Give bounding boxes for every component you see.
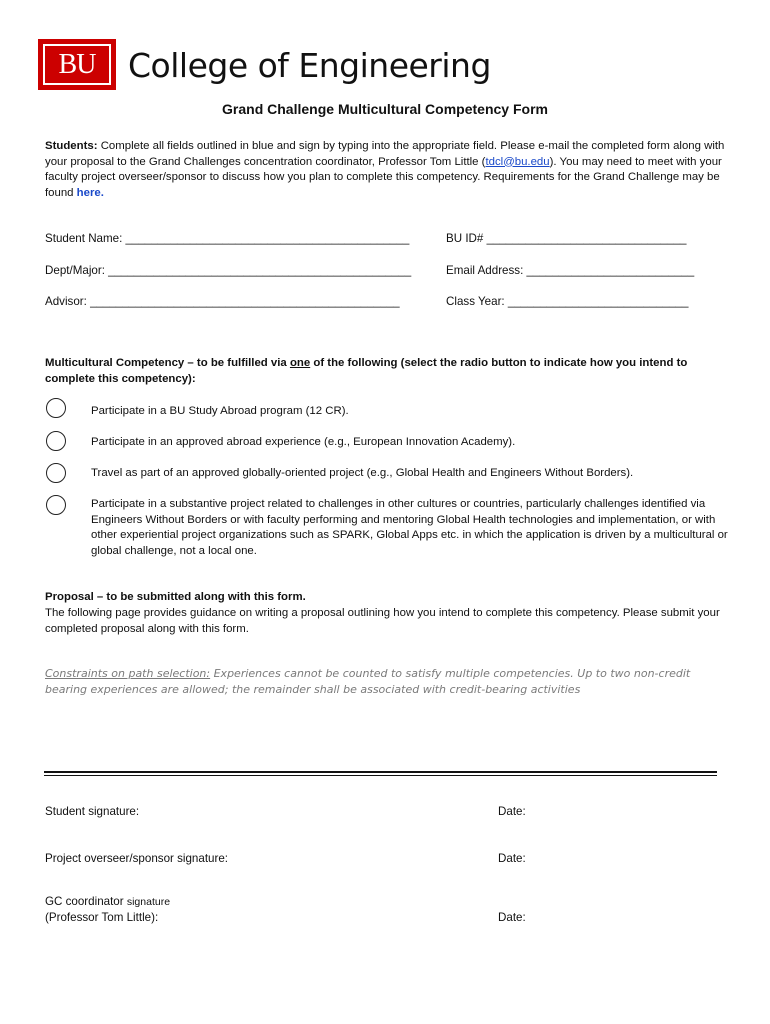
- bu-logo: [38, 39, 116, 90]
- gc-label-part1: GC coordinator: [45, 895, 127, 908]
- option-abroad-experience: Participate in an approved abroad experience (e.g., European Innovation Academy).: [91, 436, 516, 448]
- gc-label-part2: signature: [126, 896, 171, 908]
- form-title: Grand Challenge Multicultural Competency Form: [222, 101, 548, 117]
- constraints-note: [45, 666, 735, 698]
- competency-heading-part2: of the following (select the radio button to indicate how you intend to complete this competency):: [45, 357, 688, 385]
- email-address-field[interactable]: Email Address: __________________________: [446, 264, 695, 277]
- gc-signature-label-line1[interactable]: [45, 895, 170, 908]
- radio-substantive-project[interactable]: [46, 495, 66, 515]
- radio-global-project[interactable]: [46, 463, 66, 483]
- intro-text-2: ). You may need to meet with your faculty project overseer/sponsor to discuss how you plan to complete this competency. Requirements for the Grand Challenge may be found: [45, 155, 722, 199]
- constraints-label: Constraints on path selection:: [45, 667, 211, 680]
- radio-abroad-experience[interactable]: [46, 431, 66, 451]
- overseer-date-label[interactable]: Date:: [498, 852, 526, 865]
- intro-lead: Students:: [45, 140, 98, 152]
- intro-paragraph: [45, 139, 735, 201]
- divider-thin: [44, 775, 717, 776]
- divider-thick: [44, 771, 717, 773]
- student-date-label[interactable]: Date:: [498, 805, 526, 818]
- gc-date-label[interactable]: Date:: [498, 911, 526, 924]
- student-signature-label[interactable]: Student signature:: [45, 805, 140, 818]
- option-global-project: Travel as part of an approved globally-oriented project (e.g., Global Health and Engineers Without Borders).: [91, 467, 634, 479]
- constraints-text: Experiences cannot be counted to satisfy multiple competencies. Up to two non-credit bearing experiences are allowed; the remainder shall be associated with credit-bearing activities: [45, 667, 691, 696]
- competency-heading-part1: Multicultural Competency – to be fulfilled via: [45, 357, 290, 369]
- college-name: College of Engineering: [128, 46, 491, 85]
- student-name-field[interactable]: Student Name: ____________________________________________: [45, 232, 410, 245]
- proposal-heading: Proposal – to be submitted along with this form.: [45, 591, 306, 603]
- option-study-abroad: Participate in a BU Study Abroad program (12 CR).: [91, 405, 349, 417]
- competency-heading-one: one: [289, 357, 311, 369]
- dept-major-field[interactable]: Dept/Major: _______________________________________________: [45, 264, 412, 277]
- gc-signature-label-line2: (Professor Tom Little):: [45, 911, 159, 924]
- coordinator-email-link[interactable]: tdcl@bu.edu: [485, 155, 550, 168]
- option-substantive-project: Participate in a substantive project related to challenges in other cultures or countries, particularly challenges identified via Engineers Without Borders or with faculty performing and mentoring Global Health technologies and implementation, or with other experiential project organizations such as SPARK, Global Apps etc. in which the application is driven by a multicultural or global challenge, not a local one.: [91, 498, 728, 557]
- proposal-text: The following page provides guidance on writing a proposal outlining how you intend to complete this competency. Please submit your completed proposal along with this form.: [45, 607, 720, 635]
- bu-logo-text: BU: [58, 48, 96, 80]
- requirements-link[interactable]: here.: [76, 186, 104, 199]
- radio-study-abroad[interactable]: [46, 398, 66, 418]
- overseer-signature-label[interactable]: Project overseer/sponsor signature:: [45, 852, 229, 865]
- advisor-field[interactable]: Advisor: ________________________________________________: [45, 295, 400, 308]
- bu-id-field[interactable]: BU ID# _______________________________: [446, 232, 687, 245]
- bu-logo-frame: [43, 44, 111, 85]
- competency-heading: [45, 356, 735, 387]
- class-year-field[interactable]: Class Year: ____________________________: [446, 295, 689, 308]
- intro-text-1: Complete all fields outlined in blue and sign by typing into the appropriate field. Please e-mail the completed form along with your proposal to the Grand Challenges concentration coordinator, Professor Tom Little (: [45, 140, 725, 168]
